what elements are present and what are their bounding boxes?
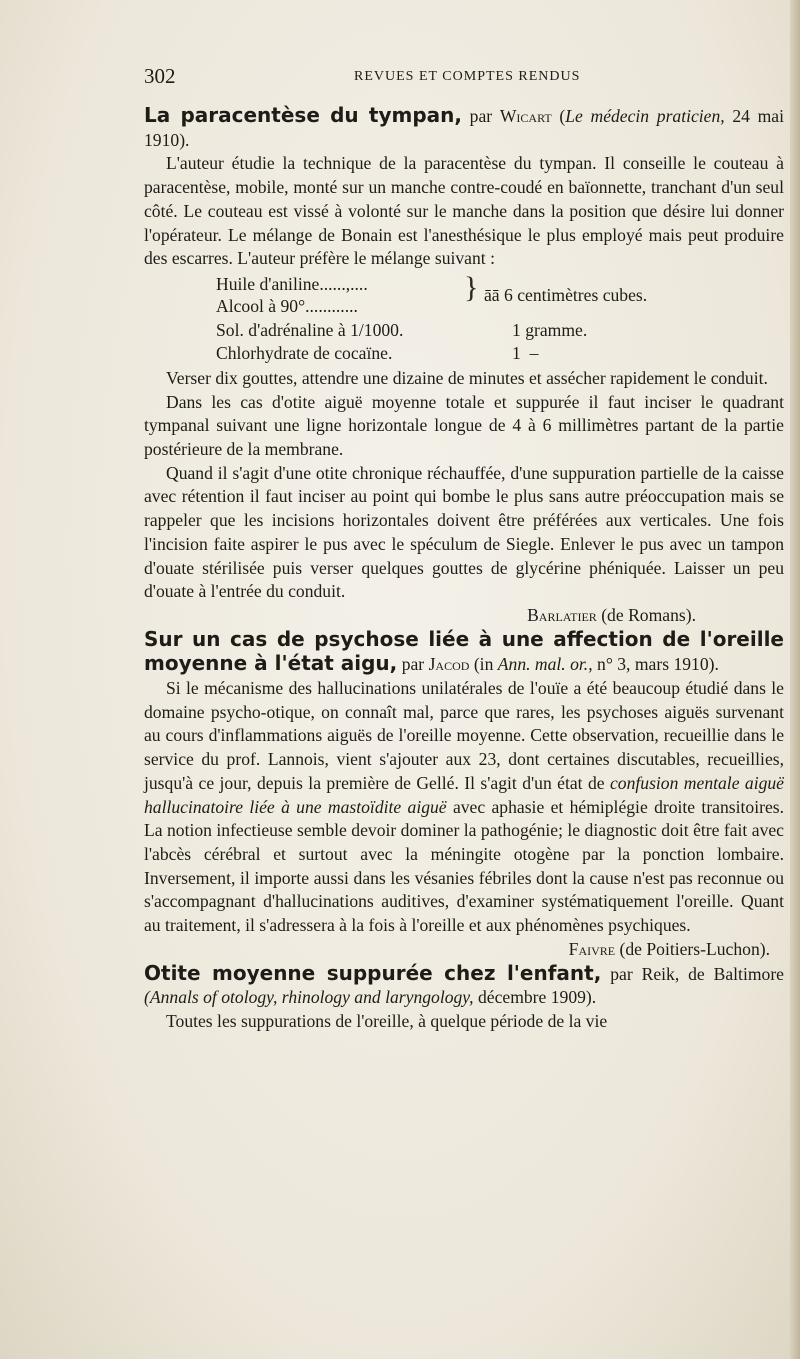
article-1-paragraph-2: Verser dix gouttes, attendre une dizaine de minutes et assécher rapidement le conduit. — [166, 367, 768, 388]
page-edge-shadow — [790, 0, 800, 1359]
article-2-signature-place: (de Poitiers-Luchon). — [619, 938, 770, 959]
article-1-paragraph-4: Quand il s'agit d'une otite chronique réchauffée, d'une suppuration partielle de la caisse avec rétention il faut inciser au point qui bombe le plus sans autre préoccupation mais se rappeler que les incisions horizontales doivent être préférées aux verticales. Une fois l'incision faite aspirer le pus avec le spéculum de Siegle. Enlever le pus avec un tampon d'ouate stérilisée puis verser quelques gouttes de glycérine phéniquée. Laisser un peu d'ouate à l'entrée du conduit. — [144, 462, 784, 602]
article-2-signature — [144, 938, 784, 962]
article-1-by: par — [469, 106, 493, 126]
page-header — [144, 62, 760, 92]
page-number: 302 — [144, 64, 176, 88]
article-2-source: Ann. mal. or., — [497, 654, 593, 675]
formula-qty-cocaine: 1 – — [512, 342, 539, 363]
article-2-author: Jacod — [428, 654, 470, 675]
formula-brace: } — [464, 270, 479, 304]
running-title: REVUES ET COMPTES RENDUS — [354, 69, 581, 84]
article-1-source-date: 24 mai 1910). — [144, 106, 784, 150]
article-2-signature-name: Faivre — [568, 938, 616, 959]
anesthetic-formula — [144, 271, 784, 367]
article-1-paragraph-1: L'auteur étudie la technique de la paracentèse du tympan. Il conseille le couteau à paracentèse, mobile, monté sur un manche contre-coudé en baïonnette, tranchant d'un seul côté. Le couteau est vissé à volonté sur le manche dans la position que désire lui donner l'opérateur. Le mélange de Bonain est l'anesthésique le plus employé mais peut produire des escarres. L'auteur préfère le mélange suivant : — [144, 153, 784, 269]
article-1-signature-place: (de Romans). — [601, 604, 696, 625]
article-2-source-post: n° 3, mars 1910). — [597, 654, 719, 675]
article-3-by: par Reik, de Baltimore — [610, 963, 784, 984]
article-1-heading — [144, 104, 784, 152]
formula-line-aniline: Huile d'aniline......,.... — [216, 273, 368, 294]
article-1-title: La paracentèse du tympan, — [144, 103, 462, 127]
article-2-title: Sur un cas de psychose liée à une affection de l'oreille moyenne à l'état aigu, — [144, 626, 784, 676]
article-3-title: Otite moyenne suppurée chez l'enfant, — [144, 960, 602, 985]
article-1-paragraph-3: Dans les cas d'otite aiguë moyenne totale et suppurée il faut inciser le quadrant tympanal suivant une ligne horizontale longue de 4 à 6 millimètres partant de la partie postérieure de la membrane. — [144, 391, 784, 460]
article-3-source-post: décembre 1909). — [477, 987, 597, 1008]
article-2-text-b: avec aphasie et hémiplégie droite transitoires. La notion infectieuse semble devoir dominer la pathogénie; le diagnostic doit être fait avec l'abcès cérébral et surtout avec la méningite otogène par la ponction lombaire. Inversement, il importe aussi dans les vésanies fébriles dont la cause n'est pas reconnue ou s'accompagnant d'hallucinations auditives, d'examiner systématiquement l'oreille. Quant au traitement, il s'adressera à la fois à l'oreille et aux phénomènes psychiques. — [144, 796, 785, 936]
article-1-source-open: ( — [559, 106, 566, 126]
formula-line-cocaine: Chlorhydrate de cocaïne. — [216, 342, 393, 363]
article-2-text-a: Si le mécanisme des hallucinations unilatérales de l'ouïe a été beaucoup étudié dans le domaine psycho-otique, on connaît mal, parce que rares, les psychoses aiguës survenant au cours d'inflammations aiguës de l'oreille moyenne. Cette observation, recueillie dans le service du prof. Lannois, vient s'ajouter aux 23, dont certaines discutables, recueillies, jusqu'à ce jour, depuis la première de Gellé. Il s'agit d'un état de — [144, 678, 784, 793]
page-content — [144, 104, 784, 1034]
formula-brace-text: āā 6 centimètres cubes. — [484, 284, 648, 305]
article-2-heading — [144, 628, 784, 677]
formula-line-alcool: Alcool à 90°............ — [216, 295, 358, 316]
article-2-text-italic: confusion mentale aiguë hallucinatoire liée à une mastoïdite aiguë — [144, 772, 784, 817]
article-1-author: Wicart — [499, 106, 552, 126]
article-1-source: Le médecin praticien, — [565, 106, 725, 126]
article-1-signature-name: Barlatier — [527, 604, 597, 625]
formula-qty-adrenaline: 1 gramme. — [512, 319, 588, 340]
article-2-paragraph-1 — [144, 677, 784, 938]
article-3-heading — [144, 962, 784, 1010]
formula-line-adrenaline: Sol. d'adrénaline à 1/1000. — [216, 319, 404, 340]
article-1-signature — [144, 604, 784, 628]
article-3-source: (Annals of otology, rhinology and laryngology, — [144, 987, 474, 1008]
article-2-source-pre: (in — [473, 654, 494, 675]
article-2-by: par — [401, 654, 425, 675]
article-3-paragraph-1: Toutes les suppurations de l'oreille, à quelque période de la vie — [166, 1010, 608, 1031]
